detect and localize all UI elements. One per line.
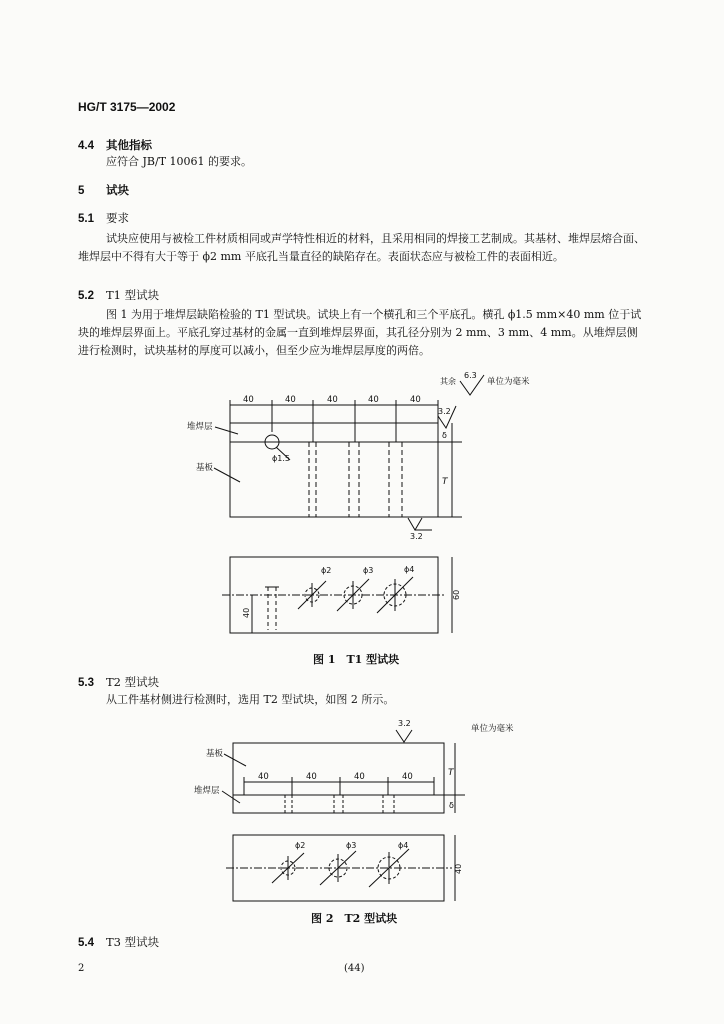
section-5-3-body: 从工件基材侧进行检测时，选用 T2 型试块，如图 2 所示。	[106, 693, 395, 706]
spacing-label: 40	[243, 395, 254, 405]
spacing-label: 40	[258, 772, 269, 782]
plan-left-label: 40	[242, 607, 251, 618]
section-number: 5.2	[78, 290, 94, 302]
standard-code: HG/T 3175—2002	[78, 100, 176, 114]
section-title: 要求	[106, 211, 129, 225]
plan-height-label: 60	[452, 589, 461, 600]
plan-height-label: 40	[454, 863, 463, 874]
side-hole-plan-hidden	[268, 587, 276, 630]
thickness-label: T	[448, 768, 454, 778]
hole-label: ϕ4	[398, 841, 409, 850]
side-view-outline	[230, 423, 438, 517]
spacing-label: 40	[306, 772, 317, 782]
section-4-4-heading	[78, 137, 152, 153]
unit-note: 单位为毫米	[471, 724, 514, 734]
figure-1-drawing	[0, 370, 724, 670]
overlay-label: 堆焊层	[187, 422, 213, 432]
figure-2-drawing	[0, 712, 724, 912]
flat-bottom-holes-hidden	[285, 795, 394, 813]
figure-1-caption: 图 1 T1 型试块	[313, 653, 400, 666]
roughness-symbol	[408, 518, 422, 530]
spacing-label: 40	[402, 772, 413, 782]
hole-label: ϕ2	[295, 841, 306, 850]
flat-bottom-holes-hidden	[309, 442, 402, 517]
spacing-label: 40	[410, 395, 421, 405]
unit-note: 单位为毫米	[487, 377, 530, 387]
section-number: 5	[78, 185, 85, 197]
section-number: 4.4	[78, 140, 94, 152]
spacing-label: 40	[285, 395, 296, 405]
base-label: 基板	[196, 463, 214, 473]
sheet-number: (44)	[344, 963, 365, 974]
hole-label: ϕ2	[321, 566, 332, 575]
section-5-2-heading	[78, 287, 159, 303]
overlay-thickness-label: δ	[449, 801, 454, 810]
section-title: T2 型试块	[106, 675, 160, 689]
leader-line	[224, 754, 246, 766]
section-number: 5.1	[78, 213, 94, 225]
section-5-1-heading	[78, 210, 129, 226]
hole-phi4	[369, 849, 409, 887]
section-5-1-body: 试块应使用与被检工件材质相同或声学特性相近的材料，且采用相同的焊接工艺制成。其基材、堆焊层熔合面、堆焊层中不得有大于等于 ϕ2 mm 平底孔当量直径的缺陷存在。表面状态应与被检工件的表面相近。	[78, 232, 645, 263]
section-title: 其他指标	[106, 138, 152, 152]
hole-label: ϕ4	[404, 565, 415, 574]
roughness-top-value: 3.2	[438, 407, 451, 416]
section-title: 试块	[106, 183, 129, 197]
roughness-value: 3.2	[398, 719, 411, 728]
roughness-rest-label: 其余	[440, 377, 456, 386]
overlay-thickness-label: δ	[442, 431, 447, 440]
spacing-label: 40	[354, 772, 365, 782]
section-5-heading	[78, 182, 129, 198]
roughness-rest-value: 6.3	[464, 371, 477, 380]
leader-line	[215, 427, 238, 434]
section-title: T1 型试块	[106, 288, 160, 302]
leader-line	[214, 468, 240, 482]
section-number: 5.3	[78, 677, 94, 689]
roughness-bottom-value: 3.2	[410, 532, 423, 541]
base-label: 基板	[206, 749, 224, 759]
section-5-4-heading	[78, 934, 159, 950]
section-5-2-body: 图 1 为用于堆焊层缺陷检验的 T1 型试块。试块上有一个横孔和三个平底孔。横孔 ϕ1.5 mm×40 mm 位于试块的堆焊层界面上。平底孔穿过基材的金属一直到堆焊层界面，其孔径分别为 2 mm、3 mm、4 mm。从堆焊层侧进行检测时，试块基材的厚度可以减小，但至少应为堆焊层厚度的两倍。	[78, 308, 642, 357]
side-hole-label: ϕ1.5	[272, 454, 290, 463]
roughness-symbol	[396, 730, 412, 742]
section-title: T3 型试块	[106, 935, 160, 949]
spacing-label: 40	[327, 395, 338, 405]
figure-2-caption: 图 2 T2 型试块	[311, 912, 398, 925]
section-number: 5.4	[78, 937, 94, 949]
thickness-label: T	[442, 477, 448, 487]
section-5-3-heading	[78, 674, 159, 690]
page-number: 2	[78, 963, 85, 974]
hole-label: ϕ3	[363, 566, 374, 575]
leader-line	[222, 791, 240, 803]
hole-label: ϕ3	[346, 841, 357, 850]
section-4-4-body: 应符合 JB/T 10061 的要求。	[106, 155, 253, 168]
overlay-label: 堆焊层	[194, 786, 220, 796]
spacing-label: 40	[368, 395, 379, 405]
